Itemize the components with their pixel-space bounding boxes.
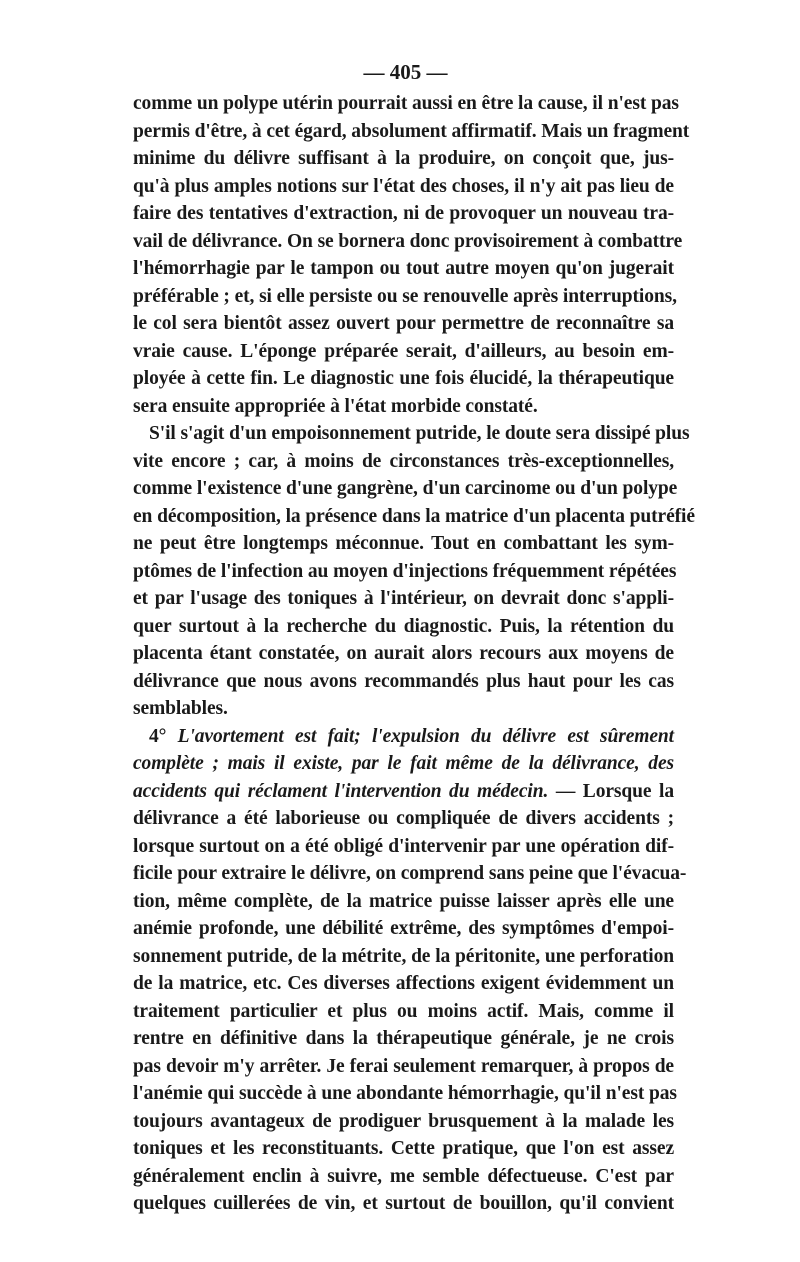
page-number: — 405 — [363, 60, 448, 84]
text-line: et par l'usage des toniques à l'intérieur, on devrait donc s'appli- [133, 588, 674, 609]
text-line: toujours avantageux de prodiguer brusquement à la malade les [133, 1110, 674, 1132]
text-line: vail de délivrance. On se bornera donc provisoirement à combattre [133, 230, 683, 252]
section-heading-line [133, 723, 674, 751]
text-line: semblables. [133, 698, 228, 719]
text-line: placenta étant constatée, on aurait alors recours aux moyens de [133, 643, 674, 664]
paragraph-2 [133, 420, 695, 723]
text-line: sera ensuite appropriée à l'état morbide constaté. [133, 395, 538, 417]
section-heading-line: complète ; mais il existe, par le fait même de la délivrance, des [133, 753, 674, 774]
text-line: ne peut être longtemps méconnue. Tout en combattant les sym- [133, 533, 674, 554]
italic-heading: L'avortement est fait; l'expulsion du délivre est sûrement [177, 725, 674, 747]
text-line: délivrance a été laborieuse ou compliquée de divers accidents ; [133, 808, 674, 829]
text-line: traitement particulier et plus ou moins actif. Mais, comme il [133, 1000, 674, 1022]
text-line: ployée à cette fin. Le diagnostic une fois élucidé, la thérapeutique [133, 368, 674, 389]
text-line: préférable ; et, si elle persiste ou se renouvelle après interruptions, [133, 285, 677, 307]
text-line: vite encore ; car, à moins de circonstances très-exceptionnelles, [133, 450, 674, 472]
text-line: S'il s'agit d'un empoisonnement putride, le doute sera dissipé plus [149, 423, 690, 444]
italic-heading: accidents qui réclament l'intervention du médecin. [133, 780, 549, 802]
text-line: comme un polype utérin pourrait aussi en être la cause, il n'est pas [133, 93, 679, 114]
paragraph-3 [133, 723, 687, 1218]
text-line: toniques et les reconstituants. Cette pratique, que l'on est assez [133, 1138, 674, 1159]
text-line: comme l'existence d'une gangrène, d'un carcinome ou d'un polype [133, 478, 678, 499]
book-page [133, 57, 695, 1218]
text-line: lorsque surtout on a été obligé d'intervenir par une opération dif- [133, 835, 674, 857]
text-line: l'hémorrhagie par le tampon ou tout autre moyen qu'on jugerait [133, 258, 674, 279]
text-line: généralement enclin à suivre, me semble défectueuse. C'est par [133, 1165, 674, 1187]
section-heading-line [133, 778, 674, 806]
text-line: quer surtout à la recherche du diagnostic. Puis, la rétention du [133, 615, 674, 637]
text-line: sonnement putride, de la métrite, de la péritonite, une perforation [133, 945, 674, 967]
section-number: 4° [149, 725, 167, 747]
text-line: en décomposition, la présence dans la matrice d'un placenta putréfié [133, 505, 695, 527]
text-line: anémie profonde, une débilité extrême, des symptômes d'empoi- [133, 918, 674, 939]
text-line: tion, même complète, de la matrice puisse laisser après elle une [133, 890, 674, 912]
text-run: — Lorsque la [548, 780, 674, 802]
text-line: permis d'être, à cet égard, absolument affirmatif. Mais un fragment [133, 120, 690, 142]
text-line: faire des tentatives d'extraction, ni de provoquer un nouveau tra- [133, 203, 674, 224]
text-line: qu'à plus amples notions sur l'état des choses, il n'y ait pas lieu de [133, 175, 674, 197]
text-line: ptômes de l'infection au moyen d'injections fréquemment répétées [133, 560, 677, 582]
text-line: ficile pour extraire le délivre, on comprend sans peine que l'évacua- [133, 863, 687, 884]
text-line: minime du délivre suffisant à la produire, on conçoit que, jus- [133, 148, 674, 169]
text-line: l'anémie qui succède à une abondante hémorrhagie, qu'il n'est pas [133, 1083, 677, 1104]
text-line: vraie cause. L'éponge préparée serait, d'ailleurs, au besoin em- [133, 340, 674, 362]
text-line: de la matrice, etc. Ces diverses affections exigent évidemment un [133, 973, 674, 994]
text-line: rentre en définitive dans la thérapeutique générale, je ne crois [133, 1028, 674, 1049]
text-line: quelques cuillerées de vin, et surtout de bouillon, qu'il convient [133, 1193, 674, 1214]
text-line: le col sera bientôt assez ouvert pour permettre de reconnaître sa [133, 313, 674, 334]
text-line: pas devoir m'y arrêter. Je ferai seulement remarquer, à propos de [133, 1055, 674, 1077]
paragraph-1 [133, 90, 690, 420]
text-line: délivrance que nous avons recommandés plus haut pour les cas [133, 670, 674, 692]
